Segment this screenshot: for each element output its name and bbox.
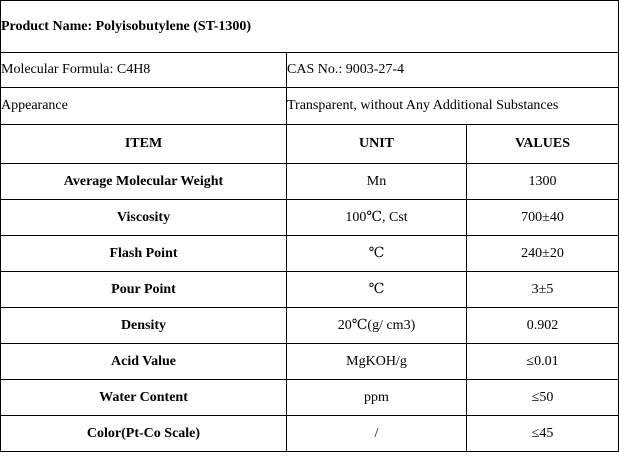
value-cell: 700±40	[467, 200, 619, 236]
item-cell: Color(Pt-Co Scale)	[1, 416, 287, 452]
appearance-label: Appearance	[1, 88, 287, 125]
value-cell: 240±20	[467, 236, 619, 272]
table-row	[1, 416, 619, 452]
value-cell: ≤50	[467, 380, 619, 416]
title-row	[1, 1, 619, 53]
table-row	[1, 308, 619, 344]
header-item: ITEM	[1, 125, 287, 164]
unit-cell: ℃	[287, 236, 467, 272]
value-cell: 3±5	[467, 272, 619, 308]
table-row	[1, 236, 619, 272]
formula-row	[1, 53, 619, 88]
table-row	[1, 344, 619, 380]
cas-number: CAS No.: 9003-27-4	[287, 53, 619, 88]
item-cell: Acid Value	[1, 344, 287, 380]
header-row	[1, 125, 619, 164]
item-cell: Density	[1, 308, 287, 344]
table-row	[1, 200, 619, 236]
value-cell: 0.902	[467, 308, 619, 344]
unit-cell: ℃	[287, 272, 467, 308]
item-cell: Viscosity	[1, 200, 287, 236]
value-cell: ≤45	[467, 416, 619, 452]
appearance-row	[1, 88, 619, 125]
value-cell: ≤0.01	[467, 344, 619, 380]
unit-cell: 100℃, Cst	[287, 200, 467, 236]
item-cell: Pour Point	[1, 272, 287, 308]
product-name: Product Name: Polyisobutylene (ST-1300)	[1, 1, 619, 53]
table-row	[1, 164, 619, 200]
unit-cell: MgKOH/g	[287, 344, 467, 380]
unit-cell: 20℃(g/ cm3)	[287, 308, 467, 344]
molecular-formula: Molecular Formula: C4H8	[1, 53, 287, 88]
item-cell: Flash Point	[1, 236, 287, 272]
value-cell: 1300	[467, 164, 619, 200]
table-row	[1, 272, 619, 308]
item-cell: Water Content	[1, 380, 287, 416]
header-values: VALUES	[467, 125, 619, 164]
unit-cell: Mn	[287, 164, 467, 200]
unit-cell: /	[287, 416, 467, 452]
item-cell: Average Molecular Weight	[1, 164, 287, 200]
appearance-value: Transparent, without Any Additional Substances	[287, 88, 619, 125]
unit-cell: ppm	[287, 380, 467, 416]
header-unit: UNIT	[287, 125, 467, 164]
table-row	[1, 380, 619, 416]
